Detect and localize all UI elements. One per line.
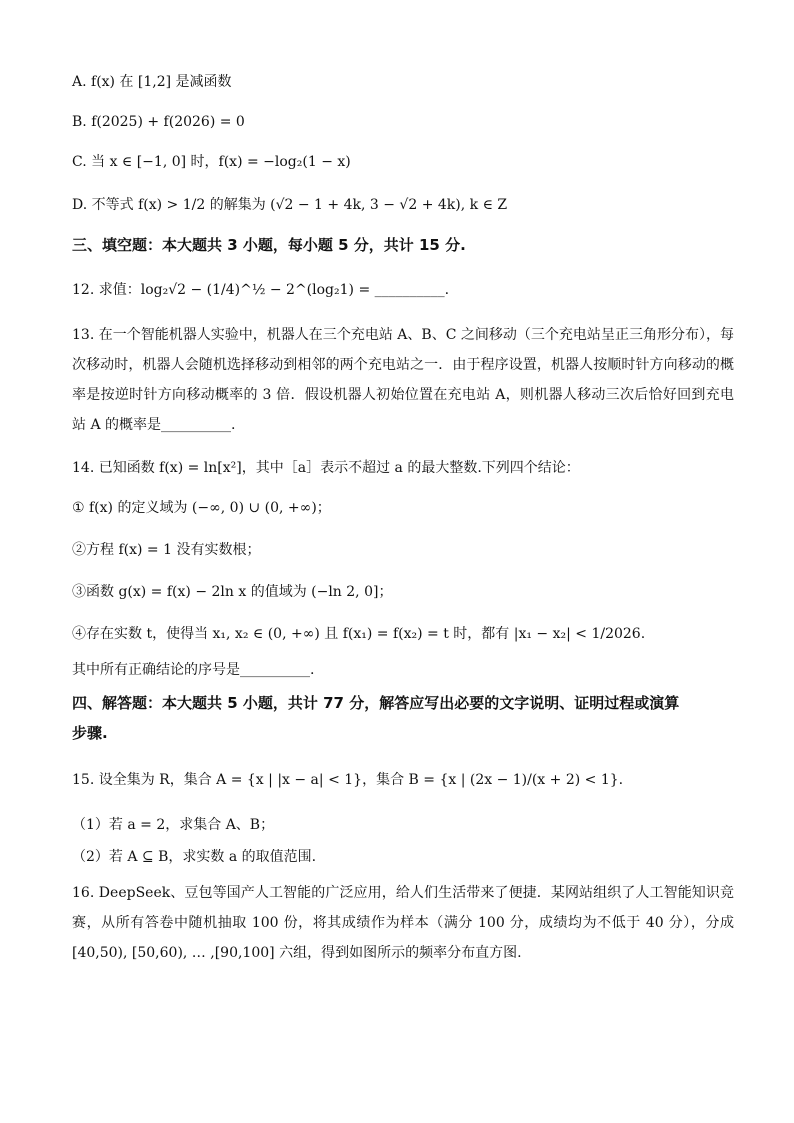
section-3-heading: 三、填空题：本大题共 3 小题，每小题 5 分，共计 15 分. <box>72 236 466 254</box>
section-4-heading-cont: 步骤. <box>72 724 108 742</box>
question-14-ask: 其中所有正确结论的序号是__________. <box>72 662 315 678</box>
option-d: D. 不等式 f(x) > 1/2 的解集为 (√2 − 1 + 4k, 3 − √2 + 4k), k ∈ Z <box>72 197 508 213</box>
question-14-stem: 14. 已知函数 f(x) = ln[x²]，其中［a］表示不超过 a 的最大整数.下列四个结论： <box>72 460 580 476</box>
question-12: 12. 求值：log₂√2 − (1/4)^½ − 2^(log₂1) = __________. <box>72 282 450 298</box>
question-15-stem: 15. 设全集为 R，集合 A = {x | |x − a| < 1}，集合 B = {x | (2x − 1)/(x + 2) < 1}. <box>72 772 624 788</box>
question-13: 13. 在一个智能机器人实验中，机器人在三个充电站 A、B、C 之间移动（三个充电站呈正三角形分布），每次移动时，机器人会随机选择移动到相邻的两个充电站之一．由于程序设置，机器人按顺时针方向移动的概率是按逆时针方向移动概率的 3 倍．假设机器人初始位置在充电站 A，则机器人移动三次后恰好回到充电站 A 的概率是__________. <box>72 327 734 433</box>
question-14-statement-2: ②方程 f(x) = 1 没有实数根； <box>72 542 261 558</box>
option-c: C. 当 x ∈ [−1, 0] 时，f(x) = −log₂(1 − x) <box>72 154 351 170</box>
question-14-statement-4: ④存在实数 t，使得当 x₁, x₂ ∈ (0, +∞) 且 f(x₁) = f(x₂) = t 时，都有 |x₁ − x₂| < 1/2026. <box>72 626 646 642</box>
question-14-statement-3: ③函数 g(x) = f(x) − 2ln x 的值域为 (−ln 2, 0]； <box>72 584 393 600</box>
question-14-statement-1: ① f(x) 的定义域为 (−∞, 0) ∪ (0, +∞)； <box>72 500 331 516</box>
question-15-part-1: （1）若 a = 2，求集合 A、B； <box>72 817 275 833</box>
question-15-part-2: （2）若 A ⊆ B，求实数 a 的取值范围. <box>72 849 317 865</box>
option-b: B. f(2025) + f(2026) = 0 <box>72 114 245 130</box>
section-4-heading: 四、解答题：本大题共 5 小题，共计 77 分，解答应写出必要的文字说明、证明过程或演算 <box>72 694 680 712</box>
option-a: A. f(x) 在 [1,2] 是减函数 <box>72 74 232 90</box>
question-16: 16. DeepSeek、豆包等国产人工智能的广泛应用，给人们生活带来了便捷．某网站组织了人工智能知识竞赛，从所有答卷中随机抽取 100 份，将其成绩作为样本（满分 100 分，成绩均为不低于 40 分），分成 [40,50), [50,60), … ,[90,100] 六组，得到如图所示的频率分布直方图. <box>72 885 734 961</box>
